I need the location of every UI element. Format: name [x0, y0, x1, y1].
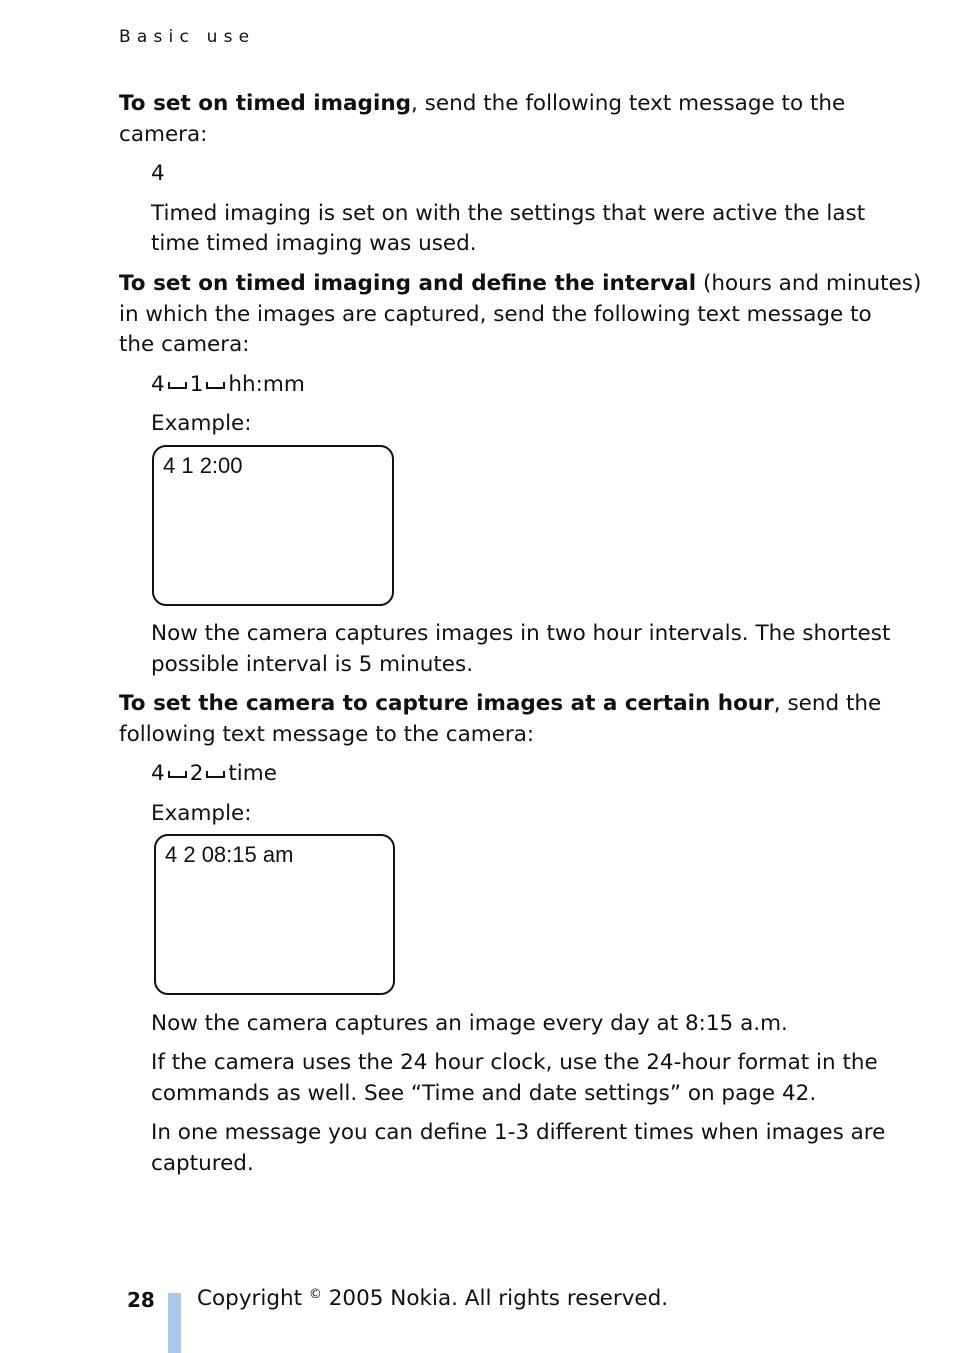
- paragraph-text: camera:: [119, 122, 208, 147]
- command-syntax: [151, 758, 277, 789]
- note-text: commands as well. See “Time and date settings” on page 42.: [151, 1081, 817, 1106]
- command-part: time: [228, 761, 277, 786]
- note-text: In one message you can define 1-3 different times when images are: [151, 1120, 886, 1145]
- paragraph-timed-imaging: [119, 88, 845, 119]
- command-part: 4: [151, 761, 165, 786]
- paragraph-interval: [119, 268, 921, 299]
- example-label: Example:: [151, 801, 252, 826]
- paragraph-text: the camera:: [119, 332, 250, 357]
- space-symbol-icon: [168, 771, 187, 778]
- note-text: time timed imaging was used.: [151, 231, 477, 256]
- note-text: captured.: [151, 1151, 254, 1176]
- command-part: 1: [189, 372, 204, 397]
- paragraph-text: , send the following text message to the: [411, 91, 846, 116]
- note-text: Timed imaging is set on with the settings that were active the last: [151, 201, 866, 226]
- heading-timed-imaging: To set on timed imaging: [119, 91, 412, 116]
- example-label: Example:: [151, 411, 252, 436]
- paragraph-text: (hours and minutes): [696, 271, 922, 296]
- heading-interval: To set on timed imaging and define the interval: [119, 271, 697, 296]
- screen-message-text: 4 1 2:00: [163, 453, 243, 478]
- note-text: Now the camera captures images in two hour intervals. The shortest: [151, 621, 891, 646]
- command-part: 2: [189, 761, 204, 786]
- screen-message-text: 4 2 08:15 am: [165, 842, 294, 867]
- paragraph-text: in which the images are captured, send the following text message to: [119, 302, 872, 327]
- space-symbol-icon: [168, 382, 187, 389]
- footer-accent-bar: [168, 1293, 181, 1353]
- section-header: Basic use: [119, 27, 256, 47]
- copyright-symbol: ©: [308, 1287, 322, 1302]
- copyright-text: 2005 Nokia. All rights reserved.: [328, 1286, 669, 1311]
- command-part: hh:mm: [228, 372, 305, 397]
- paragraph-certain-hour: [119, 688, 881, 719]
- heading-certain-hour: To set the camera to capture images at a certain hour: [119, 691, 774, 716]
- page-number: 28: [127, 1288, 155, 1312]
- note-text: Now the camera captures an image every day at 8:15 a.m.: [151, 1011, 788, 1036]
- space-symbol-icon: [206, 382, 225, 389]
- paragraph-text: , send the: [773, 691, 882, 716]
- paragraph-text: following text message to the camera:: [119, 722, 535, 747]
- note-text: If the camera uses the 24 hour clock, use the 24-hour format in the: [151, 1050, 878, 1075]
- command-syntax: [151, 369, 305, 400]
- note-text: possible interval is 5 minutes.: [151, 652, 474, 677]
- copyright-notice: [197, 1286, 668, 1311]
- copyright-prefix: Copyright: [197, 1286, 303, 1311]
- command-part: 4: [151, 372, 165, 397]
- phone-screen-example: [152, 445, 394, 606]
- phone-screen-example: [154, 834, 395, 995]
- space-symbol-icon: [206, 771, 225, 778]
- command-text: 4: [151, 161, 165, 186]
